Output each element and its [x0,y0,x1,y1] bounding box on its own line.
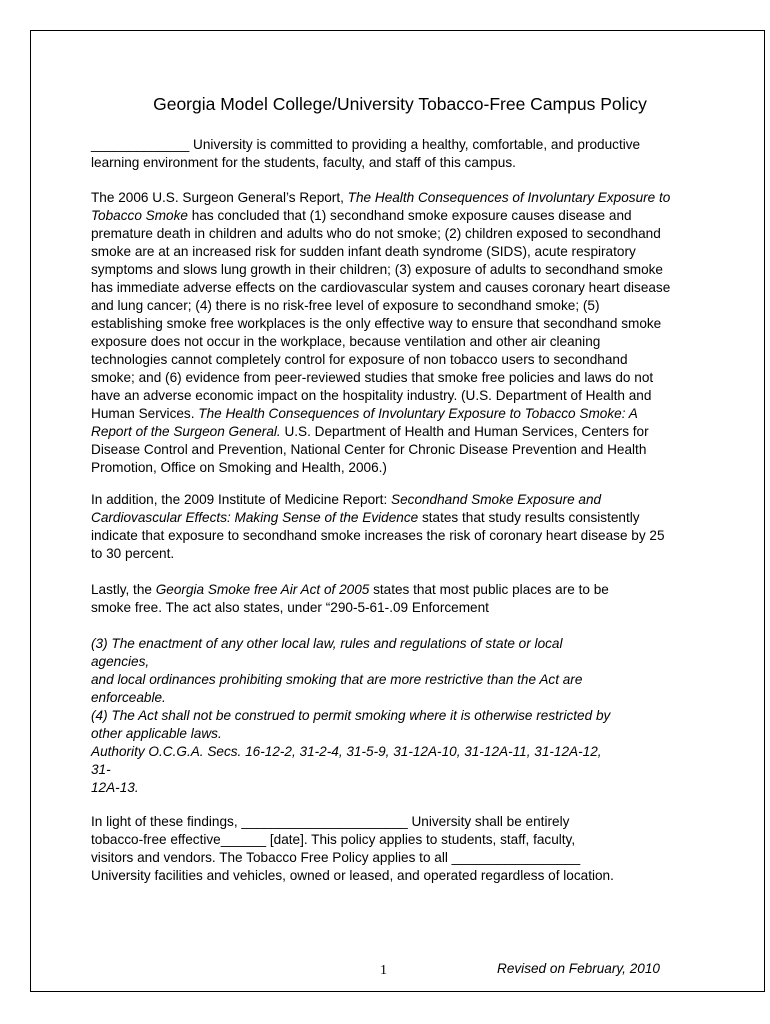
text-line: smoke are at an increased risk for sudden infant death syndrome (SIDS), acute respiratory [91,244,636,259]
page-number: 1 [380,963,387,978]
enforcement-quote [91,635,751,797]
text-line: University facilities and vehicles, owned or leased, and operated regardless of location. [91,868,614,883]
text-line: tobacco-free effective______ [date]. This policy applies to students, staff, faculty, [91,832,576,847]
text-line: symptoms and slows lung growth in their children; (3) exposure of adults to secondhand smoke [91,262,663,277]
text-line: In addition, the 2009 Institute of Medicine Report: Secondhand Smoke Exposure and [91,492,602,507]
text-line: (3) The enactment of any other local law, rules and regulations of state or local [91,636,563,651]
intro-paragraph [91,136,751,172]
text-line: visitors and vendors. The Tobacco Free Policy applies to all _________________ [91,850,581,865]
text-line: to 30 percent. [91,546,175,561]
text-line: smoke; and (6) evidence from peer-reviewed studies that smoke free policies and laws do not [91,370,654,385]
policy-paragraph [91,813,751,885]
iom-report-paragraph [91,491,751,563]
text-line: Disease Control and Prevention, National Center for Chronic Disease Prevention and Health [91,442,647,457]
text-line: smoke free. The act also states, under “290-5-61-.09 Enforcement [91,600,489,615]
text-line: exposure does not occur in the workplace, because ventilation and other air cleaning [91,334,601,349]
text-line: In light of these findings, ______________________ University shall be entirely [91,814,570,829]
text-line: indicate that exposure to secondhand smoke increases the risk of coronary heart disease by 25 [91,528,665,543]
text-line: The 2006 U.S. Surgeon General’s Report, The Health Consequences of Involuntary Exposure to [91,190,671,205]
text-line: Authority O.C.G.A. Secs. 16-12-2, 31-2-4, 31-5-9, 31-12A-10, 31-12A-11, 31-12A-12, [91,744,602,759]
text-line: has immediate adverse effects on the cardiovascular system and causes coronary heart disease [91,280,671,295]
text-line: _____________ University is committed to providing a healthy, comfortable, and productive [91,137,641,152]
text-line: (4) The Act shall not be construed to permit smoking where it is otherwise restricted by [91,708,611,723]
text-line: 31- [91,762,111,777]
text-line: enforceable. [91,690,166,705]
surgeon-general-paragraph [91,189,751,477]
text-line: and local ordinances prohibiting smoking that are more restrictive than the Act are [91,672,583,687]
text-line: 12A-13. [91,780,139,795]
text-line: other applicable laws. [91,726,222,741]
text-line: and lung cancer; (4) there is no risk-free level of exposure to secondhand smoke; (5) [91,298,600,313]
text-line: Cardiovascular Effects: Making Sense of the Evidence states that study results consistently [91,510,640,525]
page-title: Georgia Model College/University Tobacco-Free Campus Policy [153,94,647,114]
smoke-free-act-paragraph [91,581,751,617]
text-line: premature death in children and adults who do not smoke; (2) children exposed to secondhand [91,226,661,241]
text-line: Report of the Surgeon General. U.S. Department of Health and Human Services, Centers for [91,424,649,439]
revision-date: Revised on February, 2010 [497,961,660,976]
text-line: technologies cannot completely control for exposure of non tobacco users to secondhand [91,352,628,367]
text-line: learning environment for the students, faculty, and staff of this campus. [91,155,516,170]
text-line: Lastly, the Georgia Smoke free Air Act of 2005 states that most public places are to be [91,582,609,597]
text-line: Tobacco Smoke has concluded that (1) secondhand smoke exposure causes disease and [91,208,632,223]
text-line: agencies, [91,654,150,669]
text-line: Promotion, Office on Smoking and Health, 2006.) [91,460,387,475]
text-line: establishing smoke free workplaces is the only effective way to ensure that secondhand smoke [91,316,662,331]
text-line: Human Services. The Health Consequences of Involuntary Exposure to Tobacco Smoke: A [91,406,638,421]
text-line: have an adverse economic impact on the hospitality industry. (U.S. Department of Health and [91,388,652,403]
